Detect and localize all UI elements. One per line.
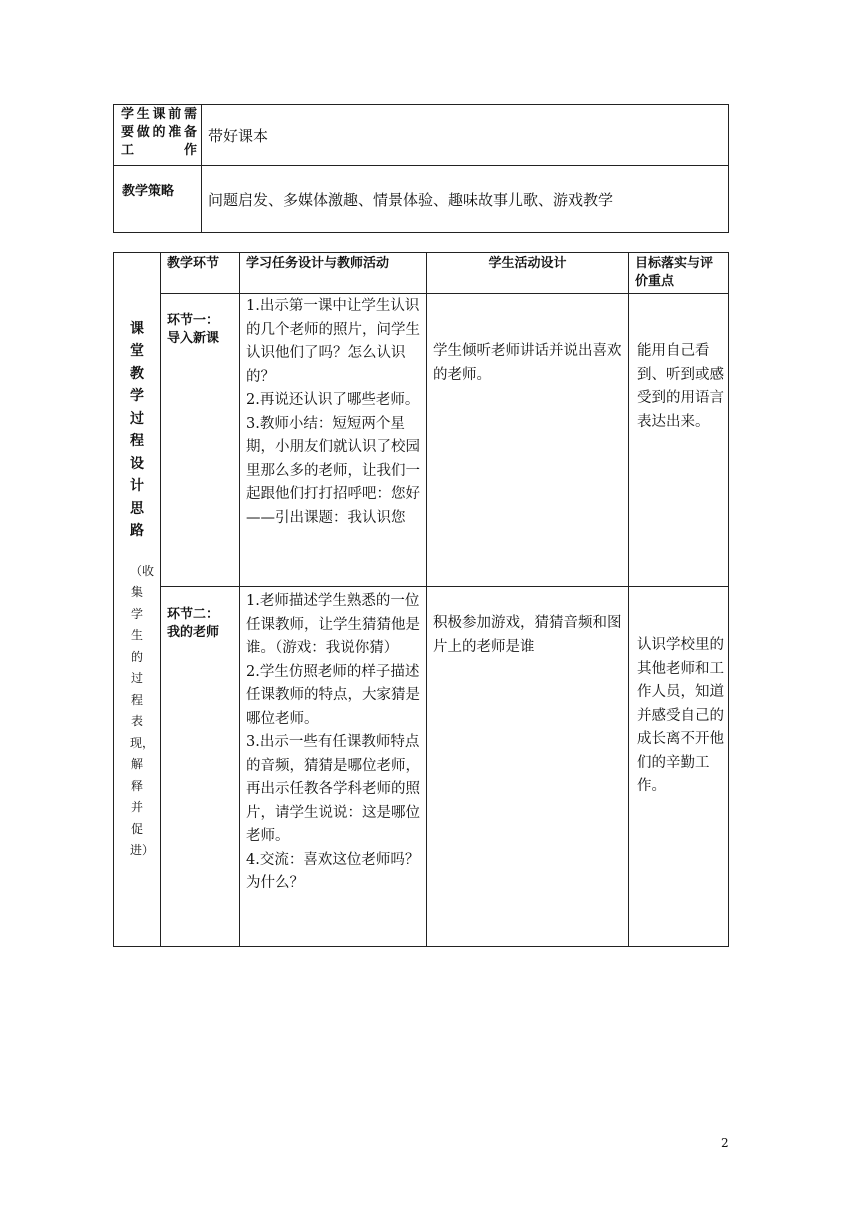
teacher-activity	[240, 587, 427, 947]
goal-text: 认识学校里的其他老师和工作人员，知道并感受自己的成长离不开他们的辛勤工作。	[637, 637, 724, 794]
goal	[629, 587, 729, 947]
header-teacher-activity: 学习任务设计与教师活动	[240, 253, 427, 294]
stage-name: 导入新课	[167, 331, 220, 346]
student-activity-text: 学生倾听老师讲话并说出喜欢的老师。	[433, 343, 622, 383]
teacher-activity	[240, 294, 427, 587]
header-stage: 教学环节	[161, 253, 240, 294]
process-side-title: 课堂教学过程设计思路	[130, 320, 144, 539]
student-activity	[427, 294, 629, 587]
goal-text: 能用自己看到、听到或感受到的用语言表达出来。	[637, 343, 724, 430]
teacher-activity-text: 1.老师描述学生熟悉的一位任课教师，让学生猜猜他是谁。（游戏：我说你猜） 2.学生仿照老师的样子描述任课教师的特点，大家猜是哪位老师。 3.出示一些有任课教师特点的音频，猜猜是哪位老师，再出示任教各学科老师的照片，请学生说说：这是哪位老师。 4.交流：喜欢这位老师吗？为什么？	[246, 593, 420, 891]
process-side-note: （收集学生的过程表现，解释并促进）	[130, 563, 155, 857]
header-goal: 目标落实与评价重点	[629, 253, 729, 294]
prep-value: 带好课本	[202, 105, 729, 166]
stage-number: 环节一：	[167, 313, 220, 328]
teacher-activity-text: 1.出示第一课中让学生认识的几个老师的照片，问学生认识他们了吗？怎么认识的？ 2.再说还认识了哪些老师。 3.教师小结：短短两个星期，小朋友们就认识了校园里那么多的老师，让我们一起跟他们打打招呼吧：您好——引出课题：我认识您	[246, 298, 420, 526]
goal	[629, 294, 729, 587]
student-activity	[427, 587, 629, 947]
process-side-cell	[114, 253, 161, 947]
prep-label: 学生课前需要做的准备工作	[114, 105, 202, 166]
strategy-label: 教学策略	[114, 166, 202, 233]
stage-cell	[161, 587, 240, 947]
page-number: 2	[721, 1136, 729, 1150]
stage-number: 环节二：	[167, 607, 220, 622]
header-student-activity: 学生活动设计	[427, 253, 629, 294]
student-activity-text: 积极参加游戏，猜猜音频和图片上的老师是谁	[433, 615, 622, 655]
preparation-table	[113, 104, 729, 233]
table-row	[114, 587, 729, 947]
strategy-value: 问题启发、多媒体激趣、情景体验、趣味故事儿歌、游戏教学	[202, 166, 729, 233]
process-table	[113, 252, 729, 947]
stage-cell	[161, 294, 240, 587]
table-row	[114, 294, 729, 587]
stage-name: 我的老师	[167, 625, 220, 640]
